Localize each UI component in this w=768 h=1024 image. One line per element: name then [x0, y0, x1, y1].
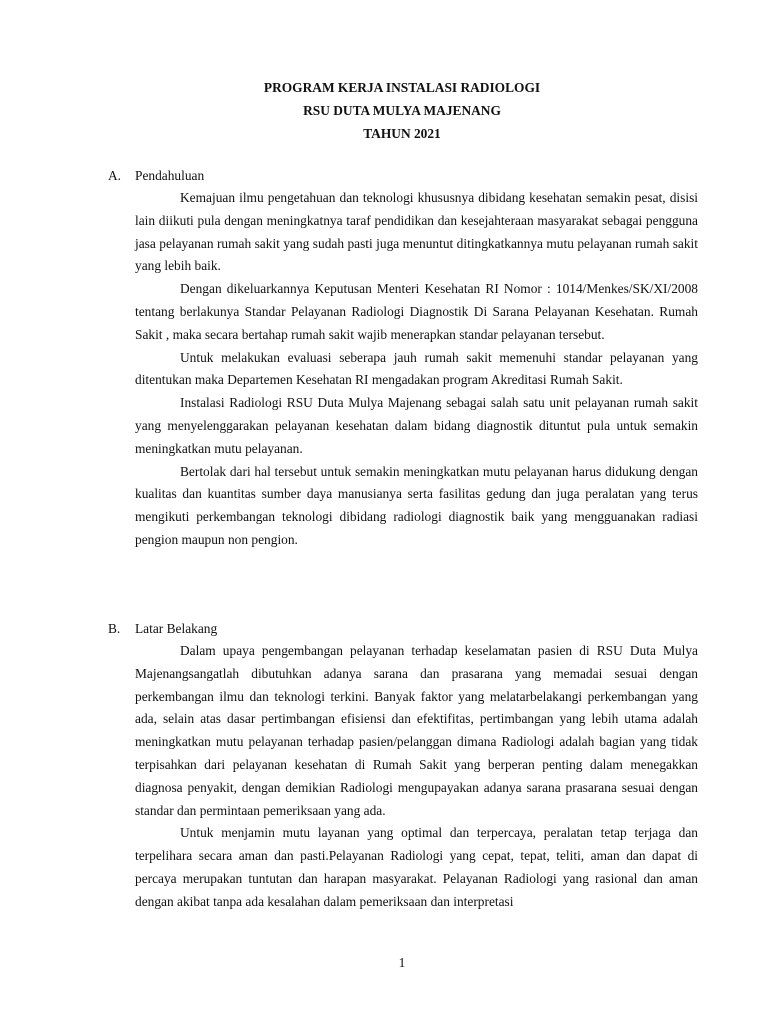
- paragraph: Untuk menjamin mutu layanan yang optimal dan terpercaya, peralatan tetap terjaga dan terpelihara secara aman dan pasti.Pelayanan Radiologi yang cepat, tepat, teliti, aman dan dapat di percaya merupakan tuntutan dan harapan masyarakat. Pelayanan Radiologi yang rasional dan aman dengan akibat tanpa ada kesalahan dalam pemeriksaan dan interpretasi: [135, 825, 698, 909]
- title-line-3: TAHUN 2021: [363, 126, 441, 141]
- document-title: [0, 76, 768, 145]
- paragraph: Kemajuan ilmu pengetahuan dan teknologi khususnya dibidang kesehatan semakin pesat, disisi lain diikuti pula dengan meningkatnya taraf pendidikan dan kesejahteraan masyarakat sebagai pengguna jasa pelayanan rumah sakit yang sudah pasti juga menuntut ditingkatkannya mutu pelayanan rumah sakit yang lebih baik.: [135, 190, 698, 274]
- section-pendahuluan: [108, 164, 698, 552]
- section-title: Latar Belakang: [135, 621, 218, 636]
- section-body: [135, 640, 698, 914]
- paragraph: Bertolak dari hal tersebut untuk semakin meningkatkan mutu pelayanan harus didukung dengan kualitas dan kuantitas sumber daya manusianya serta fasilitas gedung dan juga peralatan yang terus mengikuti perkembangan teknologi dibidang radiologi diagnostik baik yang mengguanakan radiasi pengion maupun non pengion.: [135, 463, 698, 547]
- page-number: 1: [398, 955, 406, 970]
- section-letter: B.: [108, 621, 121, 636]
- title-line-1: PROGRAM KERJA INSTALASI RADIOLOGI: [263, 80, 541, 95]
- paragraph: Untuk melakukan evaluasi seberapa jauh rumah sakit memenuhi standar pelayanan yang ditentukan maka Departemen Kesehatan RI mengadakan program Akreditasi Rumah Sakit.: [135, 349, 698, 388]
- section-heading: [108, 617, 698, 640]
- section-heading: [108, 164, 698, 187]
- section-latar-belakang: [108, 617, 698, 914]
- section-body: [135, 187, 698, 552]
- title-line-2: RSU DUTA MULYA MAJENANG: [303, 103, 501, 118]
- section-title: Pendahuluan: [135, 168, 205, 183]
- paragraph: Dalam upaya pengembangan pelayanan terhadap keselamatan pasien di RSU Duta Mulya Majenangsangatlah dibutuhkan adanya sarana dan prasarana yang memadai sesuai dengan perkembangan ilmu dan teknologi terkini. Banyak faktor yang melatarbelakangi perkembangan yang ada, selain atas dasar pertimbangan efisiensi dan efektifitas, pertimbangan yang lebih utama adalah meningkatkan mutu pelayanan terhadap pasien/pelanggan dimana Radiologi adalah bagian yang tidak terpisahkan dari pelayanan kesehatan di Rumah Sakit yang berperan penting dalam menegakkan diagnosa penyakit, dengan demikian Radiologi mengupayakan adanya sarana prasarana sesuai dengan standar dan permintaan pemeriksaan yang ada.: [135, 643, 698, 818]
- paragraph: Dengan dikeluarkannya Keputusan Menteri Kesehatan RI Nomor : 1014/Menkes/SK/XI/2008 tentang berlakunya Standar Pelayanan Radiologi Diagnostik Di Sarana Pelayanan Kesehatan. Rumah Sakit , maka secara bertahap rumah sakit wajib menerapkan standar pelayanan tersebut.: [135, 281, 698, 342]
- paragraph: Instalasi Radiologi RSU Duta Mulya Majenang sebagai salah satu unit pelayanan rumah sakit yang menyelenggarakan pelayanan kesehatan dalam bidang diagnostik dituntut pula untuk semakin meningkatkan mutu pelayanan.: [135, 395, 698, 456]
- section-letter: A.: [108, 168, 122, 183]
